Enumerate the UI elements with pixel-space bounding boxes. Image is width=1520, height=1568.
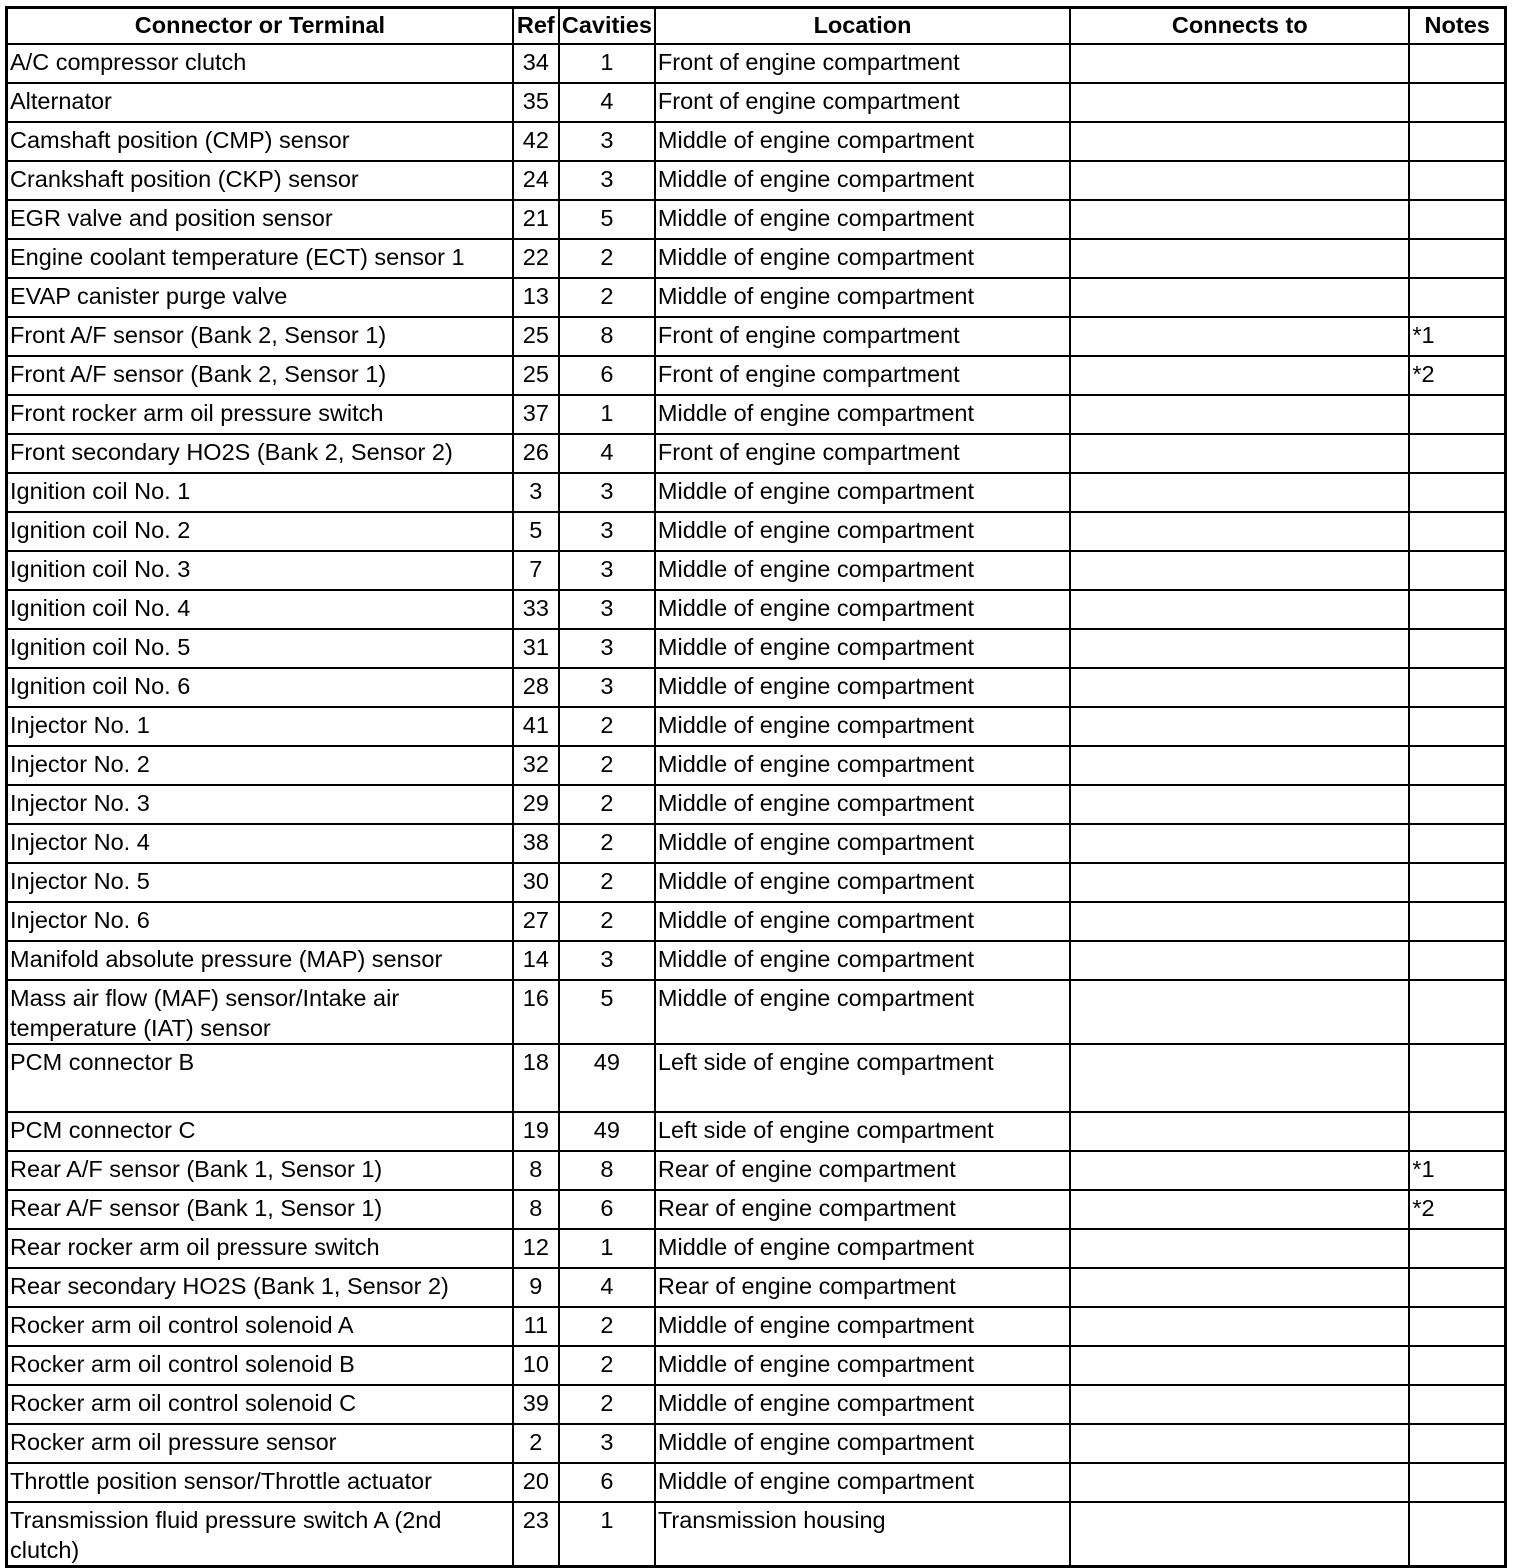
table-row bbox=[7, 239, 1506, 278]
cell-ref: 21 bbox=[513, 200, 559, 239]
cell-notes bbox=[1409, 1424, 1505, 1463]
header-connector: Connector or Terminal bbox=[7, 8, 513, 45]
cell-location: Middle of engine compartment bbox=[655, 629, 1070, 668]
cell-connector: Front A/F sensor (Bank 2, Sensor 1) bbox=[7, 356, 513, 395]
cell-ref: 3 bbox=[513, 473, 559, 512]
cell-ref: 31 bbox=[513, 629, 559, 668]
cell-location: Middle of engine compartment bbox=[655, 473, 1070, 512]
cell-connector: Transmission fluid pressure switch A (2nd clutch) bbox=[7, 1502, 513, 1567]
cell-ref: 29 bbox=[513, 785, 559, 824]
cell-cavities: 8 bbox=[559, 317, 655, 356]
cell-connects-to bbox=[1070, 473, 1409, 512]
cell-ref: 25 bbox=[513, 356, 559, 395]
table-row bbox=[7, 1268, 1506, 1307]
cell-connector: PCM connector C bbox=[7, 1112, 513, 1151]
cell-notes bbox=[1409, 629, 1505, 668]
cell-ref: 2 bbox=[513, 1424, 559, 1463]
cell-location: Middle of engine compartment bbox=[655, 824, 1070, 863]
cell-cavities: 5 bbox=[559, 200, 655, 239]
table-body bbox=[7, 44, 1506, 1567]
table-row bbox=[7, 356, 1506, 395]
cell-cavities: 3 bbox=[559, 122, 655, 161]
cell-connects-to bbox=[1070, 1268, 1409, 1307]
cell-notes bbox=[1409, 941, 1505, 980]
cell-notes bbox=[1409, 1044, 1505, 1112]
cell-connector: Rear rocker arm oil pressure switch bbox=[7, 1229, 513, 1268]
cell-connects-to bbox=[1070, 200, 1409, 239]
cell-ref: 42 bbox=[513, 122, 559, 161]
cell-notes bbox=[1409, 707, 1505, 746]
cell-connects-to bbox=[1070, 629, 1409, 668]
table-row bbox=[7, 1190, 1506, 1229]
cell-connects-to bbox=[1070, 1229, 1409, 1268]
cell-ref: 22 bbox=[513, 239, 559, 278]
cell-connector: EVAP canister purge valve bbox=[7, 278, 513, 317]
cell-location: Middle of engine compartment bbox=[655, 161, 1070, 200]
cell-connects-to bbox=[1070, 239, 1409, 278]
cell-ref: 35 bbox=[513, 83, 559, 122]
table-row bbox=[7, 434, 1506, 473]
cell-notes bbox=[1409, 746, 1505, 785]
cell-notes bbox=[1409, 1307, 1505, 1346]
cell-ref: 7 bbox=[513, 551, 559, 590]
cell-connector: Mass air flow (MAF) sensor/Intake air temperature (IAT) sensor bbox=[7, 980, 513, 1044]
table-row bbox=[7, 668, 1506, 707]
cell-cavities: 2 bbox=[559, 278, 655, 317]
cell-ref: 20 bbox=[513, 1463, 559, 1502]
table-row bbox=[7, 44, 1506, 83]
cell-cavities: 49 bbox=[559, 1044, 655, 1112]
table-row bbox=[7, 1307, 1506, 1346]
cell-ref: 28 bbox=[513, 668, 559, 707]
table-row bbox=[7, 980, 1506, 1044]
cell-cavities: 6 bbox=[559, 356, 655, 395]
cell-ref: 26 bbox=[513, 434, 559, 473]
table-row bbox=[7, 707, 1506, 746]
cell-notes bbox=[1409, 1268, 1505, 1307]
cell-connects-to bbox=[1070, 83, 1409, 122]
cell-cavities: 3 bbox=[559, 161, 655, 200]
cell-connector: Throttle position sensor/Throttle actuator bbox=[7, 1463, 513, 1502]
cell-ref: 33 bbox=[513, 590, 559, 629]
cell-notes bbox=[1409, 1385, 1505, 1424]
table-row bbox=[7, 395, 1506, 434]
cell-connects-to bbox=[1070, 941, 1409, 980]
cell-cavities: 2 bbox=[559, 1307, 655, 1346]
cell-cavities: 1 bbox=[559, 395, 655, 434]
table-row bbox=[7, 785, 1506, 824]
cell-notes bbox=[1409, 863, 1505, 902]
table-row bbox=[7, 1346, 1506, 1385]
cell-connector: Rocker arm oil control solenoid B bbox=[7, 1346, 513, 1385]
cell-connects-to bbox=[1070, 1346, 1409, 1385]
cell-cavities: 2 bbox=[559, 902, 655, 941]
cell-cavities: 2 bbox=[559, 1385, 655, 1424]
cell-ref: 27 bbox=[513, 902, 559, 941]
cell-connector: A/C compressor clutch bbox=[7, 44, 513, 83]
cell-connects-to bbox=[1070, 551, 1409, 590]
cell-connector: Ignition coil No. 3 bbox=[7, 551, 513, 590]
cell-connector: Ignition coil No. 4 bbox=[7, 590, 513, 629]
cell-ref: 37 bbox=[513, 395, 559, 434]
cell-connects-to bbox=[1070, 317, 1409, 356]
cell-ref: 8 bbox=[513, 1190, 559, 1229]
cell-notes bbox=[1409, 551, 1505, 590]
cell-cavities: 3 bbox=[559, 551, 655, 590]
cell-connects-to bbox=[1070, 863, 1409, 902]
cell-location: Middle of engine compartment bbox=[655, 1385, 1070, 1424]
cell-ref: 25 bbox=[513, 317, 559, 356]
cell-connects-to bbox=[1070, 356, 1409, 395]
cell-cavities: 3 bbox=[559, 1424, 655, 1463]
cell-connector: Rear A/F sensor (Bank 1, Sensor 1) bbox=[7, 1190, 513, 1229]
cell-connects-to bbox=[1070, 902, 1409, 941]
table-row bbox=[7, 1112, 1506, 1151]
cell-connector: Rear secondary HO2S (Bank 1, Sensor 2) bbox=[7, 1268, 513, 1307]
cell-connector: Front rocker arm oil pressure switch bbox=[7, 395, 513, 434]
table-row bbox=[7, 83, 1506, 122]
cell-location: Middle of engine compartment bbox=[655, 1346, 1070, 1385]
cell-location: Left side of engine compartment bbox=[655, 1044, 1070, 1112]
cell-connector: Engine coolant temperature (ECT) sensor 1 bbox=[7, 239, 513, 278]
cell-notes bbox=[1409, 1112, 1505, 1151]
cell-connector: EGR valve and position sensor bbox=[7, 200, 513, 239]
cell-location: Middle of engine compartment bbox=[655, 1424, 1070, 1463]
cell-location: Rear of engine compartment bbox=[655, 1151, 1070, 1190]
header-location: Location bbox=[655, 8, 1070, 45]
table-row bbox=[7, 1151, 1506, 1190]
cell-connects-to bbox=[1070, 395, 1409, 434]
cell-location: Middle of engine compartment bbox=[655, 941, 1070, 980]
cell-cavities: 3 bbox=[559, 473, 655, 512]
cell-location: Middle of engine compartment bbox=[655, 863, 1070, 902]
cell-ref: 12 bbox=[513, 1229, 559, 1268]
cell-cavities: 4 bbox=[559, 434, 655, 473]
cell-location: Front of engine compartment bbox=[655, 44, 1070, 83]
table-row bbox=[7, 1502, 1506, 1567]
cell-location: Middle of engine compartment bbox=[655, 980, 1070, 1044]
table-row bbox=[7, 863, 1506, 902]
cell-location: Rear of engine compartment bbox=[655, 1268, 1070, 1307]
cell-ref: 8 bbox=[513, 1151, 559, 1190]
cell-ref: 19 bbox=[513, 1112, 559, 1151]
table-row bbox=[7, 551, 1506, 590]
cell-notes bbox=[1409, 434, 1505, 473]
cell-ref: 5 bbox=[513, 512, 559, 551]
cell-notes: *2 bbox=[1409, 356, 1505, 395]
cell-location: Front of engine compartment bbox=[655, 356, 1070, 395]
connector-table bbox=[5, 6, 1507, 1568]
cell-connector: PCM connector B bbox=[7, 1044, 513, 1112]
cell-notes bbox=[1409, 668, 1505, 707]
cell-cavities: 1 bbox=[559, 1502, 655, 1567]
cell-connects-to bbox=[1070, 161, 1409, 200]
cell-connector: Injector No. 3 bbox=[7, 785, 513, 824]
cell-connector: Injector No. 5 bbox=[7, 863, 513, 902]
cell-connector: Injector No. 1 bbox=[7, 707, 513, 746]
cell-ref: 34 bbox=[513, 44, 559, 83]
cell-connects-to bbox=[1070, 824, 1409, 863]
cell-location: Middle of engine compartment bbox=[655, 668, 1070, 707]
cell-location: Middle of engine compartment bbox=[655, 395, 1070, 434]
cell-location: Transmission housing bbox=[655, 1502, 1070, 1567]
cell-notes bbox=[1409, 1229, 1505, 1268]
cell-connector: Crankshaft position (CKP) sensor bbox=[7, 161, 513, 200]
cell-cavities: 5 bbox=[559, 980, 655, 1044]
cell-ref: 24 bbox=[513, 161, 559, 200]
cell-connector: Front A/F sensor (Bank 2, Sensor 1) bbox=[7, 317, 513, 356]
table-row bbox=[7, 590, 1506, 629]
cell-notes bbox=[1409, 512, 1505, 551]
cell-connects-to bbox=[1070, 278, 1409, 317]
cell-notes bbox=[1409, 902, 1505, 941]
cell-notes bbox=[1409, 83, 1505, 122]
cell-cavities: 1 bbox=[559, 44, 655, 83]
cell-ref: 11 bbox=[513, 1307, 559, 1346]
table-row bbox=[7, 317, 1506, 356]
cell-notes bbox=[1409, 161, 1505, 200]
cell-location: Middle of engine compartment bbox=[655, 1307, 1070, 1346]
cell-notes: *1 bbox=[1409, 1151, 1505, 1190]
cell-cavities: 2 bbox=[559, 707, 655, 746]
cell-notes bbox=[1409, 395, 1505, 434]
table-row bbox=[7, 941, 1506, 980]
cell-notes bbox=[1409, 122, 1505, 161]
cell-notes bbox=[1409, 1346, 1505, 1385]
cell-connects-to bbox=[1070, 746, 1409, 785]
cell-connector: Ignition coil No. 1 bbox=[7, 473, 513, 512]
table-row bbox=[7, 512, 1506, 551]
table-row bbox=[7, 902, 1506, 941]
cell-connector: Injector No. 4 bbox=[7, 824, 513, 863]
cell-notes bbox=[1409, 239, 1505, 278]
table-row bbox=[7, 1385, 1506, 1424]
table-row bbox=[7, 161, 1506, 200]
cell-connects-to bbox=[1070, 1112, 1409, 1151]
cell-connects-to bbox=[1070, 1502, 1409, 1567]
cell-connects-to bbox=[1070, 1307, 1409, 1346]
cell-cavities: 1 bbox=[559, 1229, 655, 1268]
cell-notes bbox=[1409, 590, 1505, 629]
cell-notes bbox=[1409, 980, 1505, 1044]
cell-notes: *2 bbox=[1409, 1190, 1505, 1229]
cell-connects-to bbox=[1070, 44, 1409, 83]
cell-notes bbox=[1409, 1502, 1505, 1567]
cell-location: Middle of engine compartment bbox=[655, 590, 1070, 629]
header-cavities: Cavities bbox=[559, 8, 655, 45]
cell-connects-to bbox=[1070, 1044, 1409, 1112]
cell-ref: 23 bbox=[513, 1502, 559, 1567]
cell-connects-to bbox=[1070, 512, 1409, 551]
cell-cavities: 6 bbox=[559, 1190, 655, 1229]
cell-cavities: 8 bbox=[559, 1151, 655, 1190]
cell-notes bbox=[1409, 473, 1505, 512]
cell-location: Left side of engine compartment bbox=[655, 1112, 1070, 1151]
cell-connector: Manifold absolute pressure (MAP) sensor bbox=[7, 941, 513, 980]
cell-cavities: 6 bbox=[559, 1463, 655, 1502]
cell-location: Front of engine compartment bbox=[655, 83, 1070, 122]
cell-ref: 14 bbox=[513, 941, 559, 980]
cell-connects-to bbox=[1070, 590, 1409, 629]
cell-notes: *1 bbox=[1409, 317, 1505, 356]
table-row bbox=[7, 1463, 1506, 1502]
cell-cavities: 2 bbox=[559, 863, 655, 902]
cell-location: Middle of engine compartment bbox=[655, 1463, 1070, 1502]
cell-location: Middle of engine compartment bbox=[655, 785, 1070, 824]
table-row bbox=[7, 473, 1506, 512]
cell-cavities: 4 bbox=[559, 83, 655, 122]
table-row bbox=[7, 824, 1506, 863]
cell-cavities: 2 bbox=[559, 785, 655, 824]
cell-location: Middle of engine compartment bbox=[655, 239, 1070, 278]
cell-ref: 9 bbox=[513, 1268, 559, 1307]
cell-cavities: 3 bbox=[559, 590, 655, 629]
cell-cavities: 3 bbox=[559, 512, 655, 551]
cell-connector: Ignition coil No. 2 bbox=[7, 512, 513, 551]
cell-ref: 16 bbox=[513, 980, 559, 1044]
cell-connector: Injector No. 6 bbox=[7, 902, 513, 941]
cell-location: Middle of engine compartment bbox=[655, 200, 1070, 239]
cell-connects-to bbox=[1070, 707, 1409, 746]
cell-cavities: 2 bbox=[559, 746, 655, 785]
cell-connector: Rocker arm oil control solenoid C bbox=[7, 1385, 513, 1424]
cell-notes bbox=[1409, 1463, 1505, 1502]
cell-cavities: 2 bbox=[559, 239, 655, 278]
cell-location: Middle of engine compartment bbox=[655, 551, 1070, 590]
cell-connects-to bbox=[1070, 1151, 1409, 1190]
table-row bbox=[7, 278, 1506, 317]
cell-location: Middle of engine compartment bbox=[655, 902, 1070, 941]
cell-location: Middle of engine compartment bbox=[655, 707, 1070, 746]
cell-connector: Rear A/F sensor (Bank 1, Sensor 1) bbox=[7, 1151, 513, 1190]
cell-location: Middle of engine compartment bbox=[655, 1229, 1070, 1268]
cell-connects-to bbox=[1070, 785, 1409, 824]
table-header-row bbox=[7, 8, 1506, 45]
table-row bbox=[7, 746, 1506, 785]
cell-connector: Ignition coil No. 6 bbox=[7, 668, 513, 707]
cell-location: Front of engine compartment bbox=[655, 434, 1070, 473]
cell-connector: Rocker arm oil pressure sensor bbox=[7, 1424, 513, 1463]
cell-cavities: 4 bbox=[559, 1268, 655, 1307]
table-row bbox=[7, 1229, 1506, 1268]
cell-ref: 38 bbox=[513, 824, 559, 863]
cell-location: Rear of engine compartment bbox=[655, 1190, 1070, 1229]
cell-ref: 13 bbox=[513, 278, 559, 317]
cell-location: Middle of engine compartment bbox=[655, 122, 1070, 161]
cell-location: Middle of engine compartment bbox=[655, 278, 1070, 317]
cell-location: Front of engine compartment bbox=[655, 317, 1070, 356]
cell-ref: 32 bbox=[513, 746, 559, 785]
cell-notes bbox=[1409, 200, 1505, 239]
cell-connector: Rocker arm oil control solenoid A bbox=[7, 1307, 513, 1346]
header-connects-to: Connects to bbox=[1070, 8, 1409, 45]
cell-ref: 10 bbox=[513, 1346, 559, 1385]
table-row bbox=[7, 1424, 1506, 1463]
table-row bbox=[7, 200, 1506, 239]
cell-connector: Camshaft position (CMP) sensor bbox=[7, 122, 513, 161]
cell-connector: Alternator bbox=[7, 83, 513, 122]
header-ref: Ref bbox=[513, 8, 559, 45]
cell-location: Middle of engine compartment bbox=[655, 746, 1070, 785]
cell-ref: 30 bbox=[513, 863, 559, 902]
cell-cavities: 49 bbox=[559, 1112, 655, 1151]
cell-connector: Injector No. 2 bbox=[7, 746, 513, 785]
cell-cavities: 3 bbox=[559, 629, 655, 668]
cell-connects-to bbox=[1070, 1385, 1409, 1424]
cell-connects-to bbox=[1070, 668, 1409, 707]
cell-location: Middle of engine compartment bbox=[655, 512, 1070, 551]
cell-connects-to bbox=[1070, 122, 1409, 161]
cell-notes bbox=[1409, 278, 1505, 317]
cell-connector: Front secondary HO2S (Bank 2, Sensor 2) bbox=[7, 434, 513, 473]
cell-cavities: 3 bbox=[559, 941, 655, 980]
cell-cavities: 2 bbox=[559, 1346, 655, 1385]
cell-ref: 39 bbox=[513, 1385, 559, 1424]
cell-notes bbox=[1409, 44, 1505, 83]
cell-notes bbox=[1409, 785, 1505, 824]
cell-connects-to bbox=[1070, 1424, 1409, 1463]
cell-connects-to bbox=[1070, 1190, 1409, 1229]
cell-cavities: 2 bbox=[559, 824, 655, 863]
cell-connects-to bbox=[1070, 434, 1409, 473]
table-row bbox=[7, 629, 1506, 668]
table-row bbox=[7, 122, 1506, 161]
cell-cavities: 3 bbox=[559, 668, 655, 707]
cell-connects-to bbox=[1070, 980, 1409, 1044]
table-row bbox=[7, 1044, 1506, 1112]
header-notes: Notes bbox=[1409, 8, 1505, 45]
cell-ref: 41 bbox=[513, 707, 559, 746]
cell-connector: Ignition coil No. 5 bbox=[7, 629, 513, 668]
cell-connects-to bbox=[1070, 1463, 1409, 1502]
cell-notes bbox=[1409, 824, 1505, 863]
cell-ref: 18 bbox=[513, 1044, 559, 1112]
